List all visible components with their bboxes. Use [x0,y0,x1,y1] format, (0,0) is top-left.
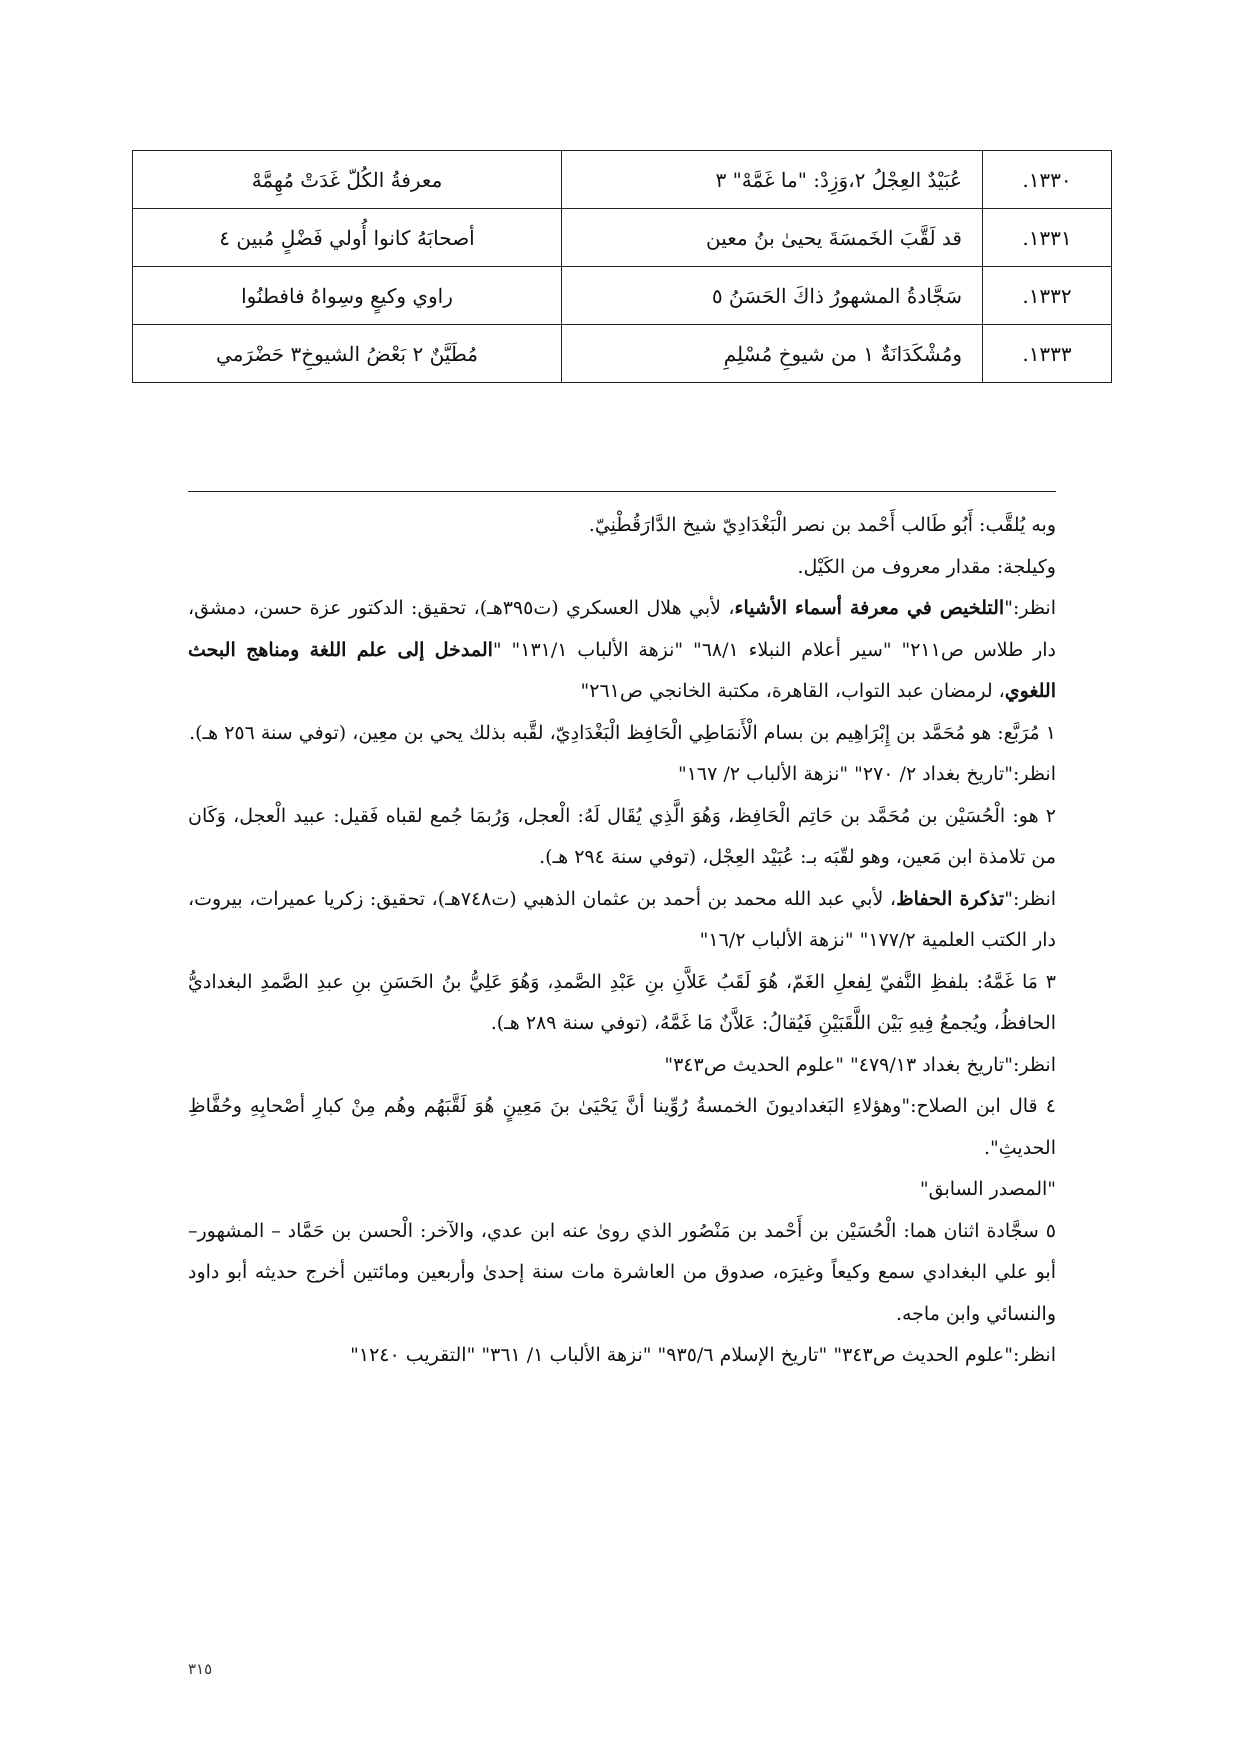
footnote-5: ٥ سجَّادة اثنان هما: الْحُسَيْن بن أَحْمد بن مَنْصُور الذي روىٰ عنه ابن عدي، والآخر: الْحسن بن حَمَّاد – المشهور– أبو علي البغدادي سمع وكيعاً وغيرَه، صدوق من العاشرة مات سنة إحدىٰ وأربعين ومائتين أخرج حديثه أبو داود والنسائي وابن ماجه. [188,1219,1056,1325]
verse-first-hemistich: سَجَّادةُ المشهورُ ذاكَ الحَسَنُ ٥ [562,267,983,325]
verse-row [133,325,1112,383]
verse-second-hemistich: معرفةُ الكُلّ غَدَتْ مُهِمَّهْ [133,151,562,209]
footnote-continuation: وبه يُلقَّب: أَبُو طَالب أَحْمد بن نصر الْبَغْدَادِيّ شيخ الدَّارَقُطْنِيّ. [588,514,1056,536]
verse-second-hemistich: راوي وكيعٍ وسِواهُ فافطنُوا [133,267,562,325]
footnote-reference [188,588,1056,713]
verse-first-hemistich: ومُشْكَدَانَةٌ ١ من شيوخِ مُسْلِمِ [562,325,983,383]
verse-number: ١٣٣٠. [983,151,1112,209]
verse-number: ١٣٣٢. [983,267,1112,325]
footnote-3: ٣ مَا غَمَّهُ: بلفظِ النَّفيّ لِفعلِ الغَمّ، هُوَ لَقَبُ عَلاَّنِ بنِ عَبْدِ الصَّمدِ، وَهُوَ عَلِيُّ بنُ الحَسَنِ بنِ عبدِ الصَّمدِ البغداديُّ الحافظُ، ويُجمعُ فِيهِ بَيْن اللَّقَبَيْنِ فَيُقالُ: عَلاَّنٌ مَا غَمَّهُ، (توفي سنة ٢٨٩ هـ). [188,970,1056,1034]
footnote-2: ٢ هو: الْحُسَيْن بن مُحَمَّد بن حَاتِم الْحَافِظ، وَهُوَ الَّذِي يُقَال لَهُ: الْعجل، وَرُبمَا جُمع لقباه فَقيل: عبيد الْعجل، وَكَان من تلامذة ابن مَعين، وهو لقّبَه بـ: عُبَيْد العِجْل، (توفي سنة ٢٩٤ هـ). [188,804,1056,868]
footnote-separator [188,491,1056,492]
verse-second-hemistich: أصحابَهُ كانوا أُولي فَضْلٍ مُبين ٤ [133,209,562,267]
verse-row [133,151,1112,209]
footnote-reference: انظر:"تاريخ بغداد ٢/ ٢٧٠" "نزهة الألباب ٢/ ١٦٧" [677,763,1056,785]
verse-number: ١٣٣٣. [983,325,1112,383]
verse-first-hemistich: عُبَيْدٌ العِجْلُ ٢،وَزِدْ: "ما غَمَّهْ" ٣ [562,151,983,209]
book-title: المدخل إلى علم اللغة ومناهج البحث اللغوي [188,638,1056,702]
reference-text: ، لأبي هلال العسكري (ت٣٩٥هـ)، تحقيق: الدكتور عزة حسن، دمشق، دار طلاس ص٢١١" "سير أعلام النبلاء ٦٨/١" "نزهة الألباب ١٣١/١" " [188,597,1056,661]
verse-number: ١٣٣١. [983,209,1112,267]
verse-second-hemistich: مُطَيَّنٌ ٢ بَعْضُ الشيوخِ٣ حَضْرَمي [133,325,562,383]
footnote-4: ٤ قال ابن الصلاح:"وهؤلاءِ البَغداديونَ الخمسةُ رُوِّينا أنَّ يَحْيَىٰ بنَ مَعِينٍ هُوَ لَقَّبَهُم وهُم مِنْ كبارِ أصْحابِهِ وحُفَّاظِ الحديثِ". [188,1095,1056,1159]
footnote-continuation: وكيلجة: مقدار معروف من الكَيْل. [797,555,1056,578]
reference-prefix: انظر:" [1004,597,1056,619]
footnote-reference: انظر:"تاريخ بغداد ٤٧٩/١٣" "علوم الحديث ص٣٤٣" [664,1053,1056,1076]
book-title: تذكرة الحفاظ [896,887,1005,910]
verse-row [133,209,1112,267]
verse-row [133,267,1112,325]
reference-prefix: انظر:" [1004,887,1057,910]
book-title: التلخيص في معرفة أسماء الأشياء [734,597,1005,619]
footnote-reference [188,879,1056,962]
footnotes [188,505,1056,1377]
verse-first-hemistich: قد لَقَّبَ الخَمسَةَ يحيىٰ بنُ معين [562,209,983,267]
footnote-reference: "المصدر السابق" [919,1178,1056,1200]
footnote-reference: انظر:"علوم الحديث ص٣٤٣" "تاريخ الإسلام ٩٣٥/٦" "نزهة الألباب ١/ ٣٦١" "التقريب ١٢٤٠" [350,1344,1056,1366]
verse-table [132,150,1112,383]
footnote-1: ١ مُرَبَّع: هو مُحَمَّد بن إِبْرَاهِيم بن بسام الْأَنمَاطِي الْحَافِظ الْبَغْدَادِيّ، لقَّبه بذلك يحي بن معِين، (توفي سنة ٢٥٦ هـ). [189,721,1056,744]
reference-text: ، لأبي عبد الله محمد بن أحمد بن عثمان الذهبي (ت٧٤٨هـ)، تحقيق: زكريا عميرات، بيروت، دار الكتب العلمية ١٧٧/٢" "نزهة الألباب ١٦/٢" [188,887,1056,951]
reference-text: ، لرمضان عبد التواب، القاهرة، مكتبة الخانجي ص٢٦١" [580,680,1005,702]
page-number: ٣١٥ [188,1660,213,1678]
